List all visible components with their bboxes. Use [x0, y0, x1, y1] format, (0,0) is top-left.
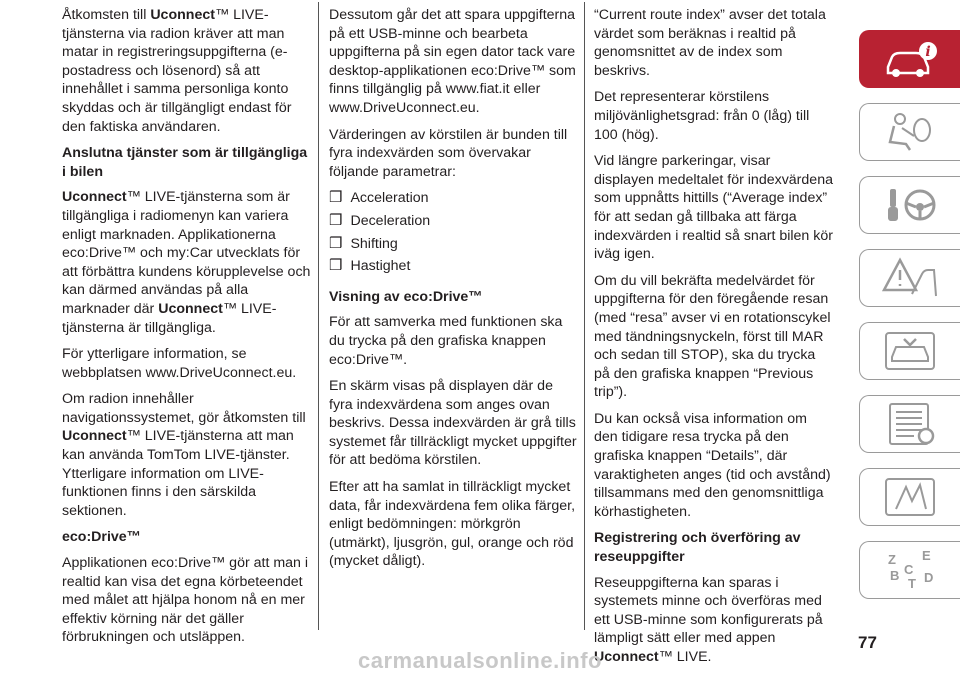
checklist-label: Hastighet — [350, 258, 411, 275]
paragraph: Värderingen av körstilen är bunden till fyra indexvärden som övervakar följande parametrar: — [329, 126, 568, 180]
checklist-item — [329, 235, 577, 254]
checklist-label: Acceleration — [350, 190, 429, 207]
checklist-label: Deceleration — [350, 212, 431, 229]
checkbox-icon: ❒ — [329, 189, 343, 207]
tab-multimedia[interactable] — [859, 468, 960, 526]
index-letter: B — [890, 568, 900, 583]
text: Om radion innehåller navigationssystemet, gör åtkomsten till — [62, 391, 306, 426]
checklist-item — [329, 189, 577, 208]
paragraph — [62, 390, 312, 520]
brand-name: Uconnect — [62, 428, 127, 445]
multimedia-icon — [878, 475, 942, 519]
svg-text:i: i — [925, 44, 931, 60]
paragraph: Efter att ha samlat in tillräckligt mycket data, får indexvärdena fem olika färger, enligt bedömningen: mörkgrön (utmärkt), ljusgrön, gul, orange och röd (mycket dåligt). — [329, 479, 576, 570]
paragraph: För att samverka med funktionen ska du trycka på den grafiska knappen eco:Drive™. — [329, 314, 563, 368]
warning-road-icon — [878, 256, 942, 300]
car-info-icon — [878, 37, 942, 81]
index-letter: E — [922, 548, 931, 563]
tab-maintenance[interactable] — [859, 322, 960, 380]
technical-data-icon — [878, 402, 942, 446]
tab-warnings[interactable] — [859, 249, 960, 307]
index-letter: Z — [888, 552, 896, 567]
column-divider — [584, 2, 585, 630]
section-heading: eco:Drive™ — [62, 529, 141, 546]
brand-name: Uconnect — [150, 7, 215, 23]
paragraph: Om du vill bekräfta medelvärdet för uppgifterna för den föregående resan (med “resa” avser vi en rotationscykel med tändningsnyckeln, först till MAR och sedan till STOP), ska du trycka på den grafiska knappen “Previous trip”). — [594, 272, 831, 401]
brand-name: Uconnect — [594, 649, 659, 665]
section-heading: Registrering och överföring av reseuppgifter — [594, 530, 801, 566]
index-letter: C — [904, 562, 914, 577]
watermark: carmanualsonline.info — [358, 648, 602, 673]
tab-technical-data[interactable] — [859, 395, 960, 453]
text: Åtkomsten till — [62, 7, 151, 23]
text: ™ LIVE-tjänsterna som är tillgängliga i radiomenyn kan variera enligt marknaden. Applikationerna eco:Drive™ och my:Car utvecklats för att förbättra kundens körupplevelse och kan därmed användas på alla marknader där — [62, 189, 311, 317]
paragraph: Applikationen eco:Drive™ gör att man i realtid kan visa det egna körbeteendet med målet att hjälpa honom nå en mer effektiv körning när det gäller förbrukningen och utsläppen. — [62, 555, 309, 646]
checklist-item — [329, 257, 577, 276]
column-3 — [594, 6, 834, 675]
brand-name: Uconnect — [62, 189, 127, 206]
paragraph — [62, 6, 312, 136]
index-letter: D — [924, 570, 934, 585]
service-car-icon — [878, 329, 942, 373]
checklist-item — [329, 212, 577, 231]
column-1 — [62, 6, 312, 655]
checkbox-icon: ❒ — [329, 211, 343, 229]
section-heading: Anslutna tjänster som är tillgängliga i bilen — [62, 145, 308, 180]
column-2 — [329, 6, 577, 579]
tab-starting[interactable] — [859, 176, 960, 234]
paragraph: “Current route index” avser det totala värdet som beräknas i realtid på genomsnittet av de index som beskrivs. — [594, 7, 826, 79]
paragraph: En skärm visas på displayen där de fyra indexvärdena som anges ovan beskrivs. Dessa indexvärden är grå tills systemet får tillräckligt mycket uppgifter för att bedöma körstilen. — [329, 378, 577, 469]
column-divider — [318, 2, 319, 630]
page-number: 77 — [858, 633, 877, 652]
key-steering-wheel-icon — [878, 183, 942, 227]
text: ™ LIVE-tjänsterna är tillgängliga. — [62, 300, 277, 336]
index-icon — [878, 548, 942, 592]
text: ™ LIVE. — [658, 649, 712, 665]
checkbox-icon: ❒ — [329, 257, 343, 275]
tab-safety[interactable] — [859, 103, 960, 161]
index-letter: T — [908, 576, 916, 591]
paragraph: Du kan också visa information om den tidigare resa trycka på den grafiska knappen “Details”, där varaktigheten anges (tid och avstånd) tillsammans med den genomsnittliga körhastigheten. — [594, 410, 831, 520]
section-heading: Visning av eco:Drive™ — [329, 288, 483, 305]
paragraph: Vid längre parkeringar, visar displayen medeltalet för indexvärdena som uppnåtts hittills (“Average index” för att sedan gå tillbaka att färga indexvärden i realtid så snart bilen kör iväg igen. — [594, 153, 833, 263]
paragraph: Dessutom går det att spara uppgifterna på ett USB-minne och bearbeta uppgifterna på sin egen dator tack vare desktop-applikationen eco:Drive™ som finns tillgänglig på www.fiat.it eller www.DriveUconnect.eu. — [329, 7, 576, 116]
paragraph — [62, 188, 312, 337]
checkbox-icon: ❒ — [329, 234, 343, 252]
text: ™ LIVE-tjänsterna att man kan använda TomTom LIVE-tjänster. Ytterligare information om LIVE-funktionen finns i den särskilda sektionen. — [62, 428, 294, 519]
text: Reseuppgifterna kan sparas i systemets minne och överföras med ett USB-minne som konfigurerats på lämpligt sätt eller med appen — [594, 574, 823, 647]
airbag-seat-icon — [878, 110, 942, 154]
tab-index[interactable] — [859, 541, 960, 599]
tab-car-info[interactable] — [859, 30, 960, 88]
paragraph: Det representerar körstilens miljövänlighetsgrad: från 0 (låg) till 100 (hög). — [594, 89, 810, 143]
brand-name: Uconnect — [158, 300, 223, 317]
paragraph: För ytterligare information, se webbplatsen www.DriveUconnect.eu. — [62, 346, 297, 381]
checklist-label: Shifting — [350, 235, 398, 252]
text: ™ LIVE-tjänsterna via radion kräver att man matar in registreringsuppgifterna (e-postadress och lösenord) så att innehållet i samma personliga konto skyddas och är tillgängligt endast för den faktiska användaren. — [62, 7, 292, 135]
parameter-checklist — [329, 189, 577, 275]
